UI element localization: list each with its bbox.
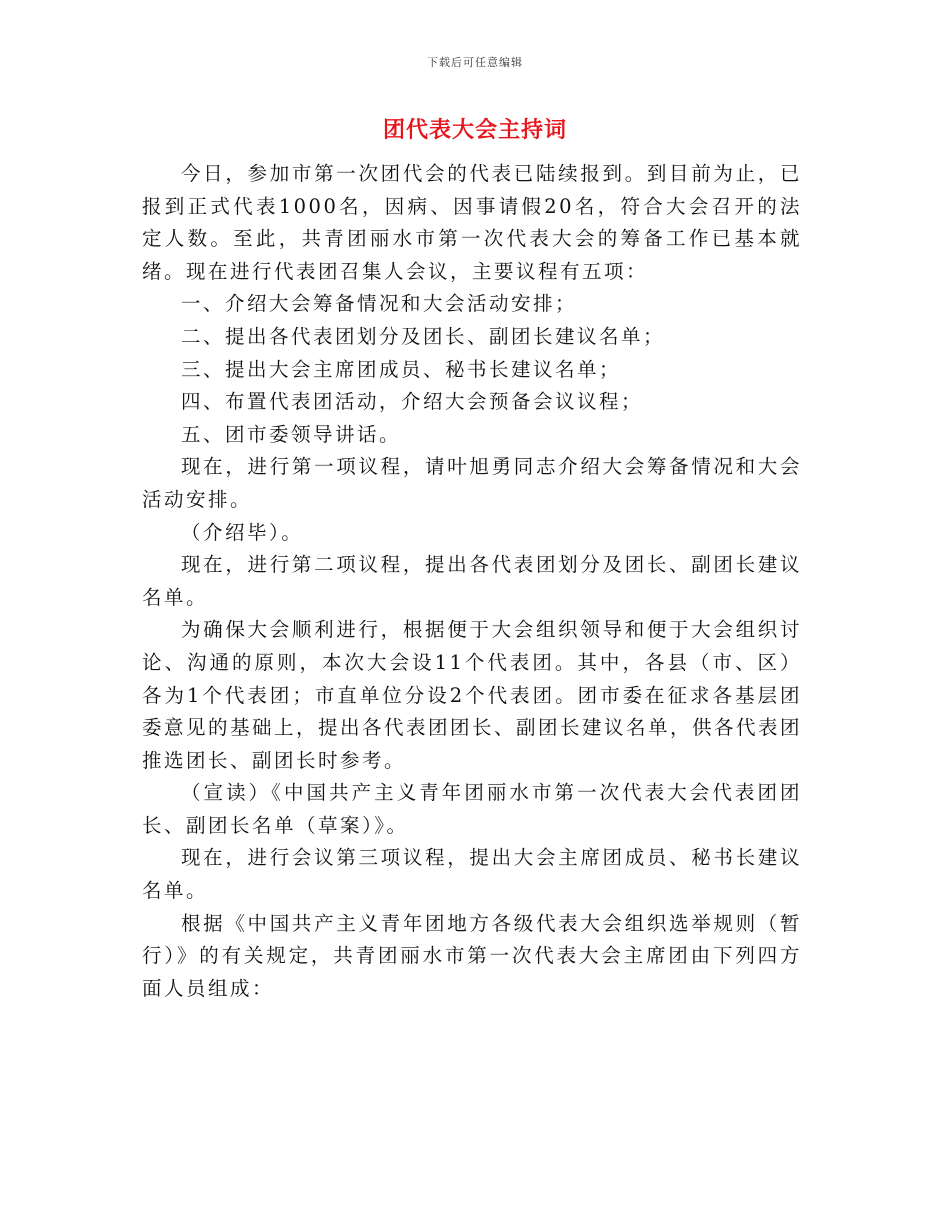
paragraph-3: 二、提出各代表团划分及团长、副团长建议名单；: [181, 324, 666, 348]
paragraph-5: 四、布置代表团活动，介绍大会预备会议议程；: [181, 390, 644, 414]
paragraph-10: 为确保大会顺利进行，根据便于大会组织领导和便于大会组织讨论、沟通的原则，本次大会设11个代表团。其中，各县（市、区）各为1个代表团；市直单位分设2个代表团。团市委在征求各基层团委意见的基础上，提出各代表团团长、副团长建议名单，供各代表团推选团长、副团长时参考。: [142, 618, 803, 772]
paragraph-13: 根据《中国共产主义青年团地方各级代表大会组织选举规则（暂行）》的有关规定，共青团丽水市第一次代表大会主席团由下列四方面人员组成：: [142, 911, 802, 1000]
document-title: 团代表大会主持词: [382, 117, 567, 143]
paragraph-7: 现在，进行第一项议程，请叶旭勇同志介绍大会筹备情况和大会活动安排。: [142, 455, 802, 511]
paragraph-1: 今日，参加市第一次团代会的代表已陆续报到。到目前为止，已报到正式代表1000名，因病、因事请假20名，符合大会召开的法定人数。至此，共青团丽水市第一次代表大会的筹备工作已基本就绪。现在进行代表团召集人会议，主要议程有五项：: [142, 162, 802, 283]
document-body: [142, 158, 802, 1005]
paragraph-2: 一、介绍大会筹备情况和大会活动安排；: [181, 292, 578, 316]
paragraph-6: 五、团市委领导讲话。: [181, 422, 402, 446]
paragraph-9: 现在，进行第二项议程，提出各代表团划分及团长、副团长建议名单。: [142, 553, 802, 609]
paragraph-12: 现在，进行会议第三项议程，提出大会主席团成员、秘书长建议名单。: [142, 846, 802, 903]
paragraph-4: 三、提出大会主席团成员、秘书长建议名单；: [181, 357, 622, 381]
page-header: 下载后可任意编辑: [427, 56, 523, 69]
paragraph-8: （介绍毕）。: [181, 520, 304, 544]
paragraph-11: （宣读）《中国共产主义青年团丽水市第一次代表大会代表团团长、副团长名单（草案）》。: [142, 781, 802, 837]
